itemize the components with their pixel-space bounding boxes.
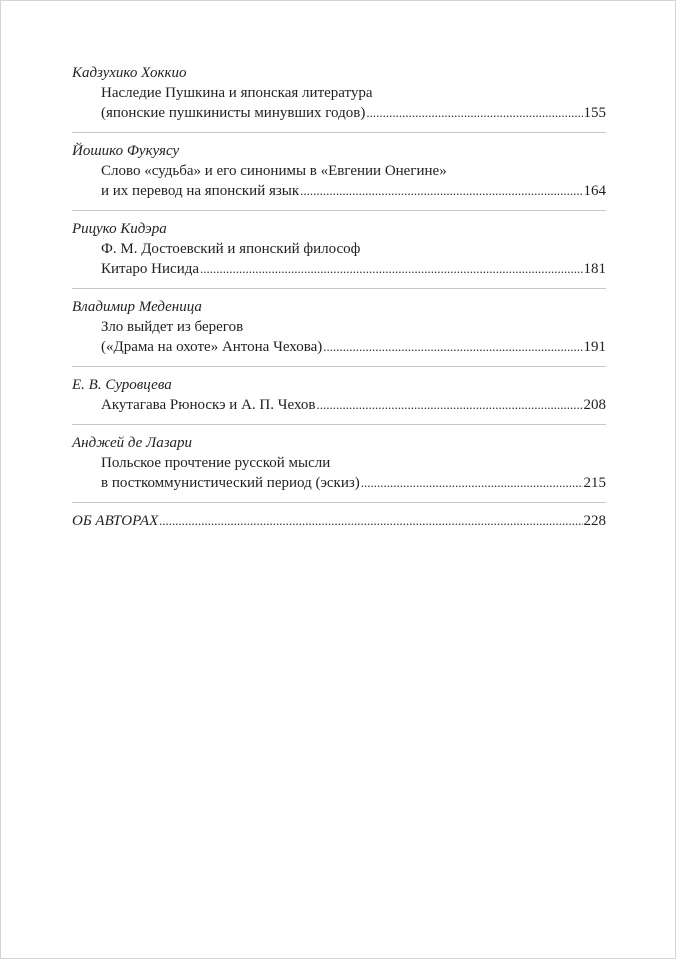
entry-leader-line[interactable]	[72, 259, 606, 279]
entry-leader-line[interactable]	[72, 473, 606, 493]
entry-page-number: 155	[583, 105, 606, 121]
entry-page-number: 181	[583, 261, 606, 277]
dot-leader	[361, 473, 583, 493]
toc-entry	[72, 433, 606, 503]
entry-leader-line[interactable]	[72, 181, 606, 201]
entry-title-line: Ф. М. Достоевский и японский философ	[101, 241, 361, 257]
entry-author: Владимир Меденица	[72, 299, 202, 315]
entry-leader-line[interactable]	[72, 103, 606, 123]
entry-title-last-line: в посткоммунистический период (эскиз)	[101, 475, 360, 491]
table-of-contents	[72, 63, 606, 548]
entry-author: Е. В. Суровцева	[72, 377, 172, 393]
entry-author: Кадзухико Хоккио	[72, 65, 187, 81]
dot-leader	[323, 337, 582, 357]
about-authors-page-number: 228	[583, 513, 606, 529]
dot-leader	[316, 395, 582, 415]
entry-title-line: Слово «судьба» и его синонимы в «Евгении Онегине»	[101, 163, 447, 179]
entry-leader-line[interactable]	[72, 337, 606, 357]
entry-author: Рицуко Кидэра	[72, 221, 167, 237]
entry-title-last-line: («Драма на охоте» Антона Чехова)	[101, 339, 323, 355]
entry-page-number: 191	[583, 339, 606, 355]
dot-leader	[300, 181, 582, 201]
entry-title-last-line: (японские пушкинисты минувших годов)	[101, 105, 366, 121]
entry-title-last-line: Китаро Нисида	[101, 261, 200, 277]
entry-author: Анджей де Лазари	[72, 435, 193, 451]
entry-author: Йошико Фукуясу	[72, 143, 180, 159]
toc-entry	[72, 375, 606, 425]
about-authors-label: ОБ АВТОРАХ	[72, 513, 159, 529]
dot-leader	[200, 259, 582, 279]
entry-title-last-line: Акутагава Рюноскэ и А. П. Чехов	[101, 397, 316, 413]
toc-entry	[72, 219, 606, 289]
entry-page-number: 215	[583, 475, 606, 491]
entry-page-number: 208	[583, 397, 606, 413]
toc-entry	[72, 63, 606, 133]
entry-title-line: Зло выйдет из берегов	[101, 319, 244, 335]
entry-page-number: 164	[583, 183, 606, 199]
entry-title-line: Польское прочтение русской мысли	[101, 455, 331, 471]
entry-title-last-line: и их перевод на японский язык	[101, 183, 300, 199]
toc-entry	[72, 297, 606, 367]
dot-leader	[159, 511, 582, 531]
about-authors-line[interactable]	[72, 511, 606, 531]
toc-entry-about-authors	[72, 511, 606, 540]
entry-title-line: Наследие Пушкина и японская литература	[101, 85, 373, 101]
toc-entry	[72, 141, 606, 211]
dot-leader	[366, 103, 582, 123]
entry-leader-line[interactable]	[72, 395, 606, 415]
